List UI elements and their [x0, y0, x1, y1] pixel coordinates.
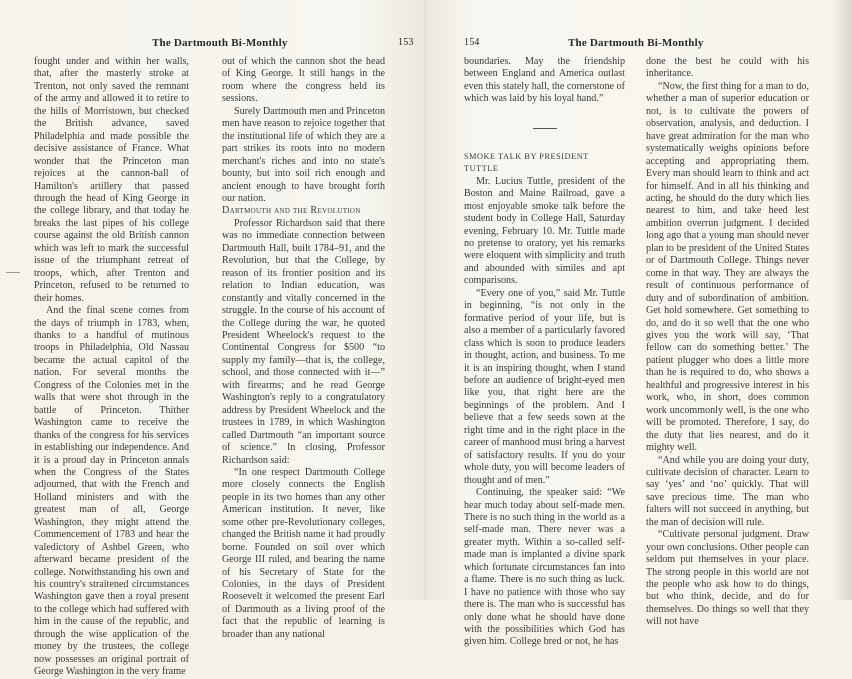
- running-head: [0, 37, 426, 51]
- page-number: 153: [398, 37, 414, 48]
- paragraph: fought under and within her walls, that, after the masterly stroke at Trenton, not only saved the remnant of the army and allowed it to retire to the hills of Morristown, but checked the British advance, saved Philadelphia and made possible the decisive assistance of France. What wonder that the Princeton man rejoices at the cannon-ball of Hamilton's artillery that passed through the head of King George in the college library, and that today he breaks the last pipes of his college course against the old British cannon which was left to mark the successful issue of the triumphant retreat of troops, which, after Trenton and Princeton, refused to be returned to their homes.: [34, 56, 189, 304]
- section-heading: Dartmouth and the Revolution: [222, 205, 361, 217]
- paragraph: Surely Dartmouth men and Princeton men have reason to rejoice together that the institutional life of which they are a part strikes its roots into no modern merchant's riches and into no state's bounty, but into soil rich enough and ancient enough to have brought forth our nation.: [222, 105, 385, 204]
- paragraph: “Now, the first thing for a man to do, whether a man of superior education or not, is to cultivate the powers of observation, analysis, and deduction. I have great admiration for the man who systematically weighs opinions before accepting and appropriating them. Every man should learn to think and act for himself. And in all his thinking and acting, he should do the duty which lies nearest to him, and take heed lest ambition overrun judgment. I decided long ago that a young man should never plan to be president of the United States or of Dartmouth College. Things never come in that way. They are always the result of continuous performance of duty and of subordination of ambition. Get hold somewhere. Get something to do, and do it so well that the one who gives you the work will say, ‘That fellow can do something better.’ The patient plugger who does a little more than he is required to do, who shows a healthful and progressive interest in his work, who, in short, does common work uncommonly well, is the one who will be promoted. Therefore, I say, do the duty that lies nearest, and do it mighty well.: [646, 80, 809, 454]
- paragraph: Mr. Lucius Tuttle, president of the Boston and Maine Railroad, gave a most enjoyable smoke talk before the student body in College Hall, Saturday evening, February 10. Mr. Tuttle made no pretense to oratory, yet his remarks were eloquent with simplicity and truth and abounded with similes and apt comparisons.: [464, 175, 625, 287]
- paragraph: “In one respect Dartmouth College more closely connects the English people in its two homes than any other American institution. It never, like some other pre-Revolutionary colleges, changed the British name it had proudly borne. Founded on soil over which George III ruled, and bearing the name of his Secretary of State for the Colonies, in the days of President Roosevelt it welcomed the present Earl of Dartmouth as a living proof of the fact that the republic of learning is broader than any national: [222, 466, 385, 640]
- text-column-right-2: [646, 56, 809, 629]
- running-title: The Dartmouth Bi-Monthly: [568, 37, 704, 49]
- text-column-right-1: [464, 56, 625, 649]
- section-heading: SMOKE TALK BY PRESIDENT TUTTLE: [464, 151, 589, 174]
- paragraph: out of which the cannon shot the head of King George. It still hangs in the room where the congress held its sessions.: [222, 56, 385, 105]
- page-blemish: [6, 272, 20, 273]
- paragraph: Professor Richardson said that there was no immediate connection between Dartmouth Hall, built 1784–91, and the Revolution, but that the College, by reason of its frontier position and its relation to Indian education, was constantly and vitally concerned in the struggle. In the course of his account of the College during the war, he quoted President Wheelock's request to the Continental Congress for $500 “to supply my family—that is, the college, school, and those connected with it—” with firearms; and he read George Washington's reply to a congratulatory address by President Wheelock and the trustees in 1789, in which Washington called Dartmouth “an important source of science.” In closing, Professor Richardson said:: [222, 217, 385, 466]
- section-divider: [533, 128, 557, 129]
- paragraph: “Cultivate personal judgment. Draw your own conclusions. Other people can seldom put themselves in your place. The strong people in this world are not the people who ask how to do things, but who think, decide, and do for themselves. Do things so well that they will not have: [646, 529, 809, 628]
- running-title: The Dartmouth Bi-Monthly: [152, 37, 288, 49]
- page-153: [0, 0, 426, 678]
- text-column-left-1: [34, 56, 189, 679]
- text-column-left-2: [222, 56, 385, 641]
- paragraph: done the best he could with his inheritance.: [646, 56, 809, 80]
- page-154: [426, 0, 852, 648]
- running-head: [426, 37, 852, 51]
- paragraph: boundaries. May the friendship between England and America outlast even this stately hall, the cornerstone of which was laid by his loyal hand.”: [464, 56, 625, 105]
- paragraph: “Every one of you,” said Mr. Tuttle in beginning, “is not only in the formative period of your life, but is also a member of a particularly favored class which is soon to produce leaders in thought, action, and business. To me it is an inspiring thought, when I stand before an audience of bright-eyed men like you, that right here are the beginnings of the problem. And I believe that a few seeds sown at the right time and in the right place in the career of manhood must bring a harvest of satisfactory results. If you do your whole duty, you will become leaders of thought and of men.”: [464, 287, 625, 486]
- paragraph: “And while you are doing your duty, cultivate decision of character. Learn to say ‘yes’ and ‘no’ quickly. That will save precious time. The man who falters will not succeed in anything, but the man of decision will rule.: [646, 454, 809, 528]
- paragraph: Continuing, the speaker said: “We hear much today about self-made men. There is no such thing in the world as a self-made man. There never was a greater myth. Within a so-called self-made man is implanted a divine spark which fortunate circumstances fan into a flame. There is no such thing as luck. I have no patience with those who say there is. The man who is successful has only done what he should have done with the possibilities which God has given him. College bred or not, he has: [464, 487, 625, 648]
- paragraph: And the final scene comes from the days of triumph in 1783, when, thanks to a handful of mutinous troops in Philadelphia, Old Nassau became the actual capitol of the nation. For several months the Congress of the Colonies met in the walls that were shot through in the battle of Princeton. Thither Washington came to receive the thanks of the congress for his services in establishing our independence. And it is a proud day in Princeton annals when the Congress of the States adjourned, that with the French and Holland ministers and with the greatest man of all, George Washington, they might attend the Commencement of 1783 and hear the valedictory of Ashbel Green, who afterward became president of the college. Notwithstanding his own and his country's straitened circumstances Washington gave then a royal present to the college which had suffered with him in the cause of the republic, and through the wise application of the money by the trustees, the college now possesses an original portrait of George Washington in the very frame: [34, 305, 189, 678]
- page-number: 154: [464, 37, 480, 48]
